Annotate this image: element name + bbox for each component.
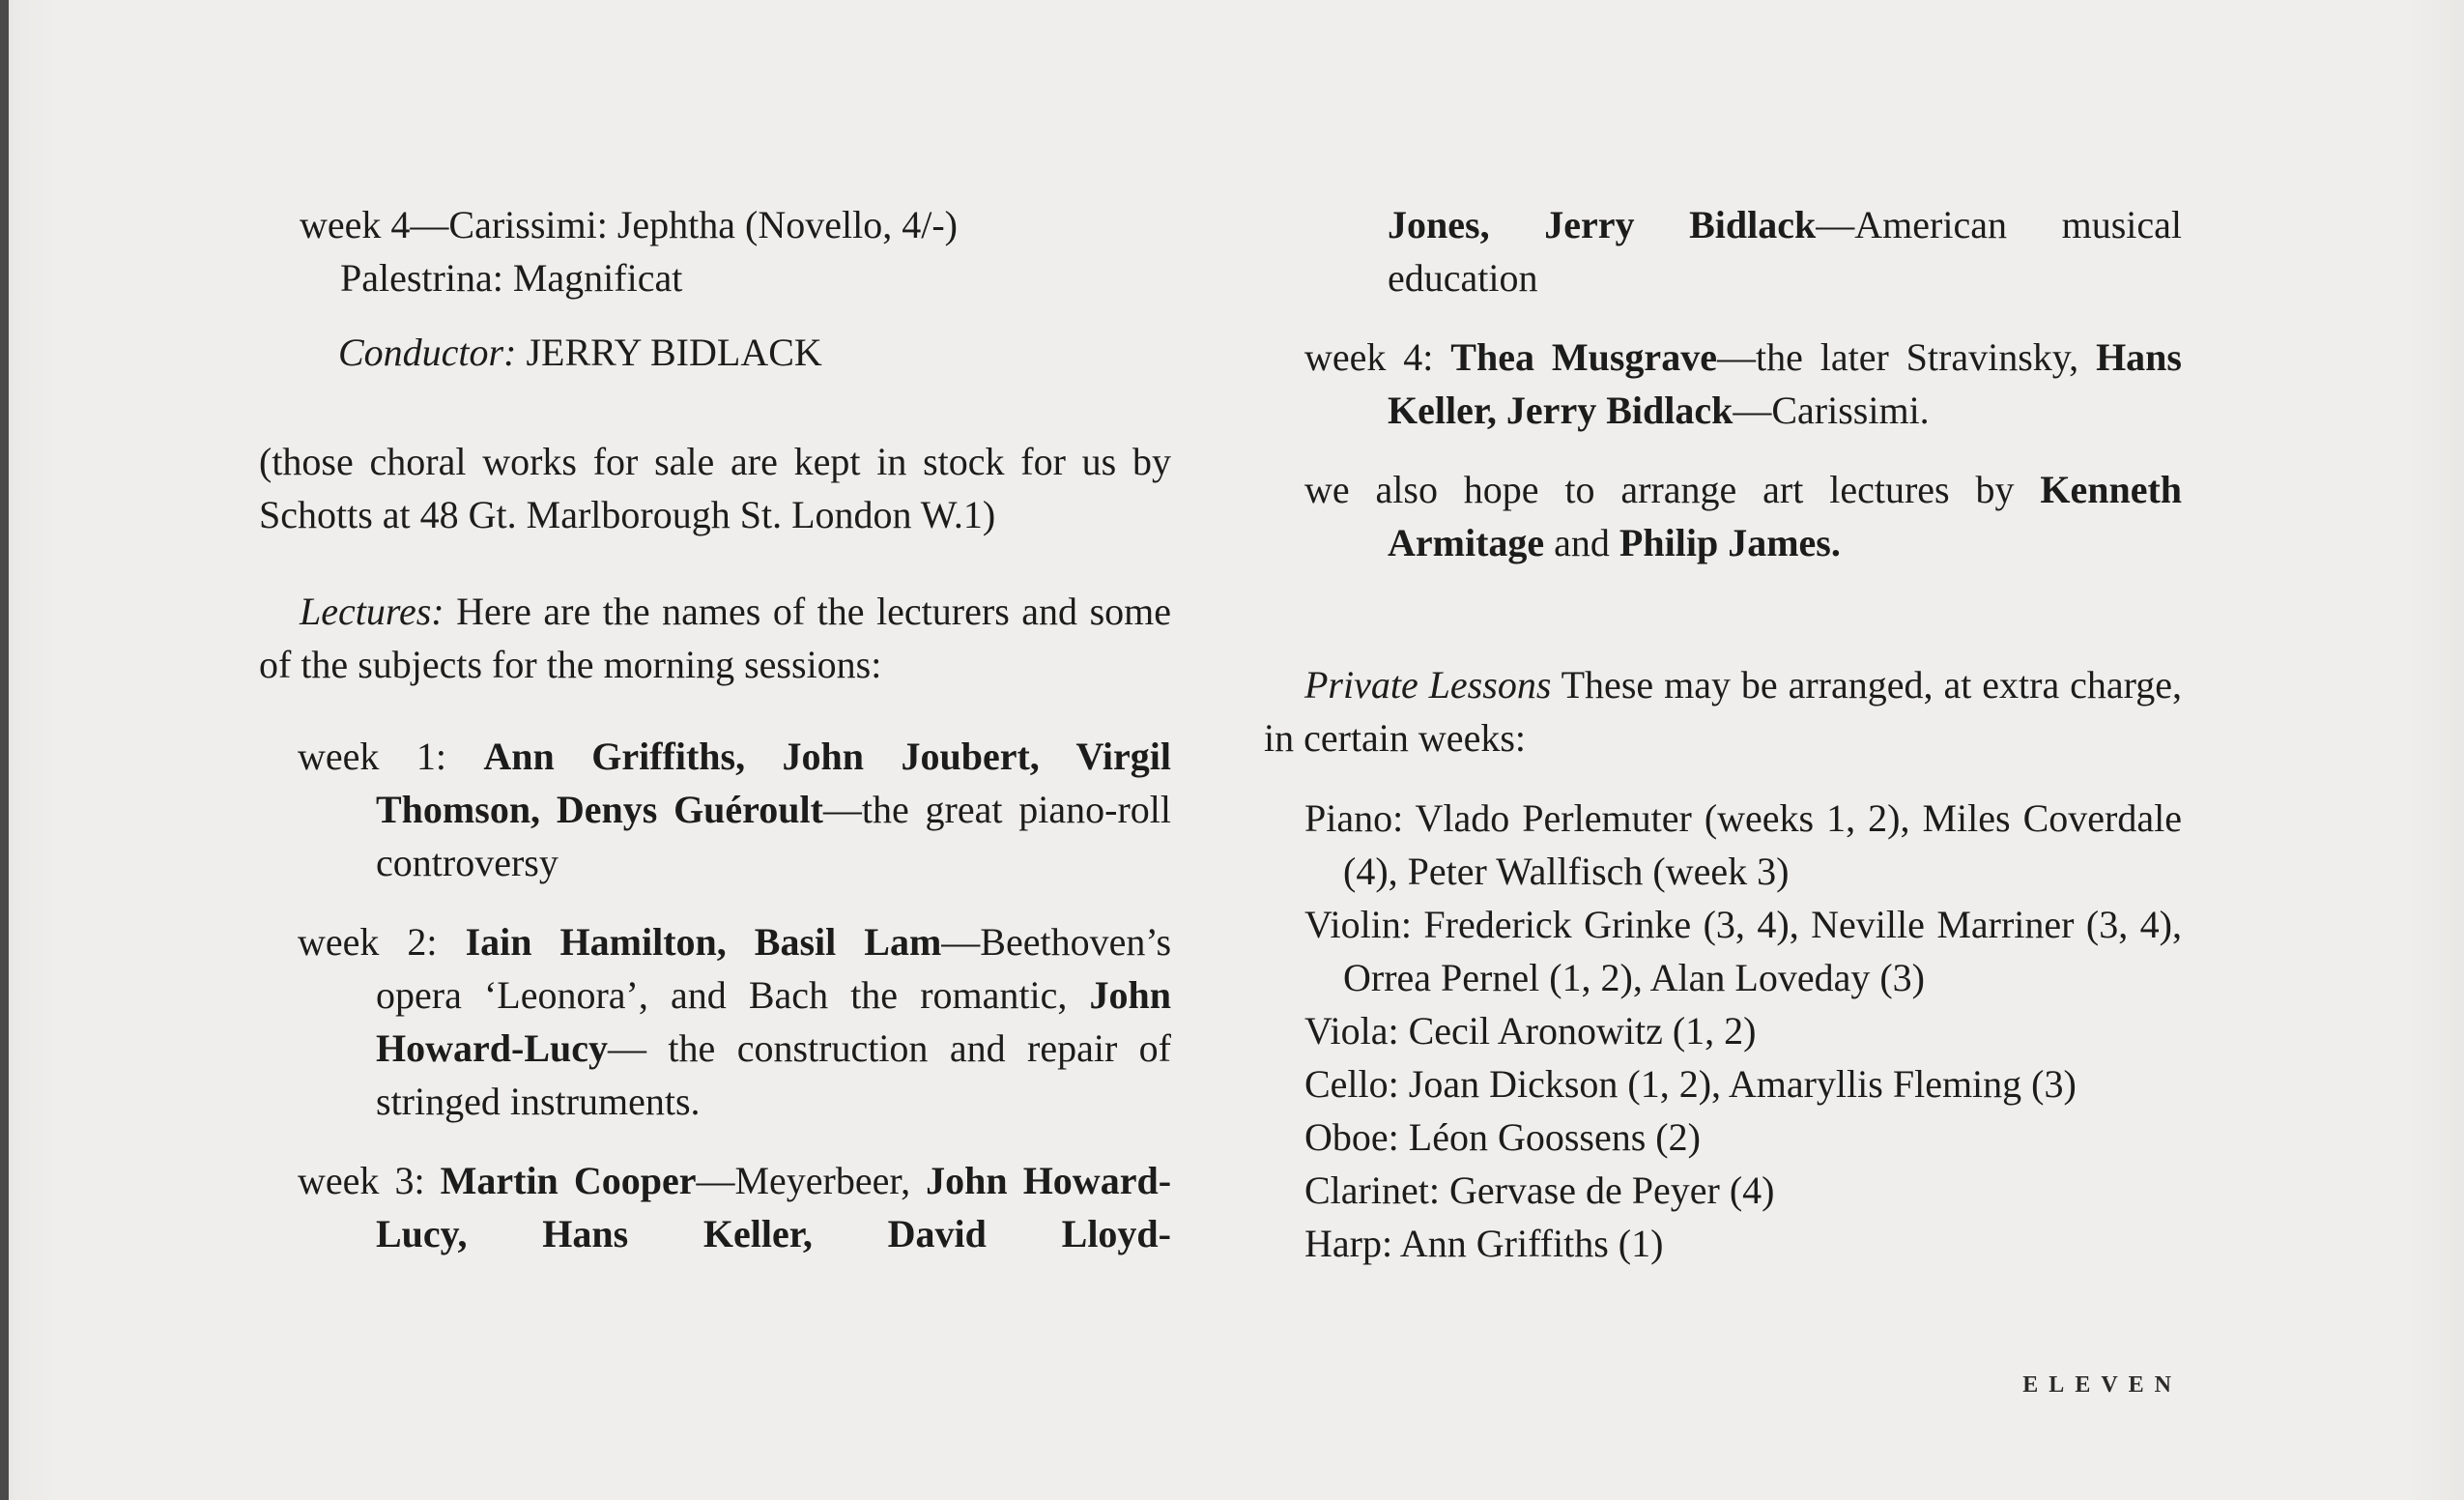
week-1-names: Ann Griffiths, John Joubert, Virgil Thomson, Denys Guéroult bbox=[376, 735, 1171, 831]
art-lecturer-2: Philip James. bbox=[1619, 521, 1841, 564]
private-lessons-intro bbox=[1264, 658, 2182, 764]
lecture-week-4 bbox=[1266, 331, 2182, 437]
private-lessons-label: Private Lessons bbox=[1304, 663, 1552, 707]
lesson-harp: Harp: Ann Griffiths (1) bbox=[1304, 1222, 1664, 1265]
right-column bbox=[1266, 198, 2182, 1270]
conductor-line bbox=[259, 326, 1171, 379]
week-1-prefix: week 1: bbox=[298, 735, 446, 778]
lecture-week-3-continued bbox=[1266, 198, 2182, 304]
week-2-names-1: Iain Hamilton, Basil Lam bbox=[465, 920, 942, 964]
week-2-subject-1: —Beethoven’s opera ‘Leonora’, and Bach the romantic, bbox=[376, 920, 1172, 1017]
lecture-week-3 bbox=[259, 1154, 1171, 1260]
lectures-intro-text: Here are the names of the lecturers and some of the subjects for the morning sessions: bbox=[259, 590, 1172, 686]
lesson-viola: Viola: Cecil Aronowitz (1, 2) bbox=[1304, 1009, 1757, 1053]
week-1-subject: —the great piano-roll controversy bbox=[376, 788, 1171, 884]
week-4-subject-1: —the later Stravinsky, bbox=[1716, 335, 2079, 379]
week-2-subject-2: — the construction and repair of stringed instruments. bbox=[376, 1026, 1171, 1123]
stock-note: (those choral works for sale are kept in stock for us by Schotts at 48 Gt. Marlborough St. London W.1) bbox=[259, 440, 1171, 536]
binding-edge bbox=[0, 0, 9, 1500]
week-3-names-1: Martin Cooper bbox=[440, 1159, 697, 1202]
art-and: and bbox=[1554, 521, 1610, 564]
lesson-cello: Cello: Joan Dickson (1, 2), Amaryllis Fleming (3) bbox=[1304, 1062, 2077, 1106]
conductor-name: JERRY BIDLACK bbox=[526, 331, 822, 374]
art-lectures-text: we also hope to arrange art lectures by bbox=[1304, 468, 2015, 511]
art-lectures bbox=[1266, 463, 2182, 569]
art-lecturer-1: Kenneth Armitage bbox=[1388, 468, 2183, 564]
week-2-prefix: week 2: bbox=[298, 920, 438, 964]
week-3-subject-2: —American musical education bbox=[1388, 203, 2183, 300]
week-3-names-3: Jones, Jerry Bidlack bbox=[1388, 203, 1817, 246]
private-lessons-text: These may be arranged, at extra charge, in certain weeks: bbox=[1264, 663, 2183, 760]
week-4-names-1: Thea Musgrave bbox=[1450, 335, 1717, 379]
lessons-list bbox=[1266, 792, 2182, 1270]
week-2-names-2: John Howard-Lucy bbox=[376, 973, 1171, 1070]
lectures-label: Lectures: bbox=[300, 590, 444, 633]
lesson-violin: Violin: Frederick Grinke (3, 4), Neville Marriner (3, 4), Orrea Pernel (1, 2), Alan Loveday (3) bbox=[1304, 903, 2182, 999]
week4-line2: Palestrina: Magnificat bbox=[340, 256, 683, 300]
page-number: ELEVEN bbox=[2022, 1372, 2182, 1398]
lectures-intro bbox=[259, 585, 1171, 691]
lesson-clarinet: Clarinet: Gervase de Peyer (4) bbox=[1304, 1168, 1775, 1212]
week-3-names-2: John Howard-Lucy, Hans Keller, David Lloyd- bbox=[376, 1159, 1172, 1255]
left-column bbox=[259, 198, 1171, 1260]
conductor-label: Conductor: bbox=[338, 331, 517, 374]
week4-line1: week 4—Carissimi: Jephtha (Novello, 4/-) bbox=[300, 203, 958, 246]
lecture-week-2 bbox=[259, 915, 1171, 1128]
lesson-piano: Piano: Vlado Perlemuter (weeks 1, 2), Miles Coverdale (4), Peter Wallfisch (week 3) bbox=[1304, 796, 2182, 893]
week-4-subject-2: —Carissimi. bbox=[1733, 389, 1930, 432]
lesson-oboe: Oboe: Léon Goossens (2) bbox=[1304, 1115, 1701, 1159]
week-3-subject-1: —Meyerbeer, bbox=[696, 1159, 911, 1202]
week-4-names-2: Hans Keller, Jerry Bidlack bbox=[1388, 335, 2182, 432]
week-3-prefix: week 3: bbox=[298, 1159, 425, 1202]
week-4-prefix: week 4: bbox=[1304, 335, 1434, 379]
lecture-week-1 bbox=[259, 730, 1171, 889]
week4-choral bbox=[259, 198, 1171, 304]
